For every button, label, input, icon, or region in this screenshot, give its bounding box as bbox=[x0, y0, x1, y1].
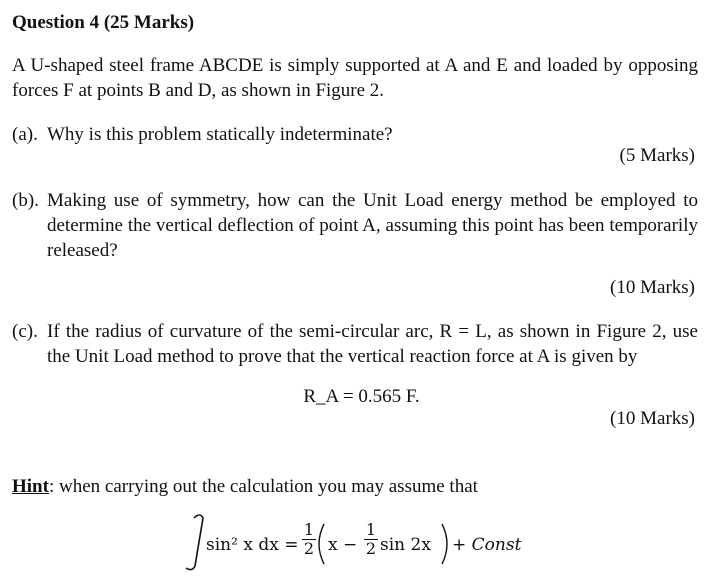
hint-label: Hint bbox=[12, 476, 49, 497]
formula-open: x − bbox=[328, 535, 358, 555]
integrand: sin² x dx = bbox=[206, 535, 299, 555]
formula-constant: + Const bbox=[452, 535, 522, 555]
part-a-text: Why is this problem statically indeterminate? bbox=[47, 124, 393, 145]
part-a bbox=[12, 122, 698, 147]
fraction-half-1: 1 2 bbox=[303, 520, 315, 558]
integral-formula bbox=[180, 510, 540, 574]
right-paren-icon bbox=[442, 524, 447, 564]
integral-sign-icon bbox=[186, 515, 203, 570]
part-c-text: If the radius of curvature of the semi-circular arc, R = L, as shown in Figure 2, use the Unit Load method to prove that the vertical reaction force at A is given by bbox=[47, 321, 698, 367]
part-c bbox=[12, 319, 698, 369]
part-c-marks: (10 Marks) bbox=[610, 408, 695, 429]
question-title: Question 4 (25 Marks) bbox=[12, 12, 195, 33]
part-a-marks: (5 Marks) bbox=[619, 145, 695, 166]
part-b bbox=[12, 188, 698, 263]
reaction-equation-text: R_A = 0.565 F. bbox=[303, 386, 420, 407]
reaction-equation bbox=[0, 386, 723, 408]
part-b-marks: (10 Marks) bbox=[610, 277, 695, 298]
part-c-tag: (c). bbox=[12, 321, 38, 342]
hint-text: : when carrying out the calculation you may assume that bbox=[48, 476, 478, 497]
part-b-tag: (b). bbox=[12, 190, 39, 211]
fraction-half-2: 1 2 bbox=[365, 520, 377, 558]
hint bbox=[12, 476, 478, 498]
part-a-tag: (a). bbox=[12, 124, 38, 145]
formula-close: sin 2x bbox=[380, 535, 431, 555]
left-paren-icon bbox=[319, 524, 324, 564]
part-b-text: Making use of symmetry, how can the Unit Load energy method be employed to determine the vertical deflection of point A, assuming this point has been temporarily released? bbox=[47, 190, 698, 261]
question-intro: A U-shaped steel frame ABCDE is simply supported at A and E and loaded by opposing forces F at points B and D, as shown in Figure 2. bbox=[12, 55, 698, 101]
